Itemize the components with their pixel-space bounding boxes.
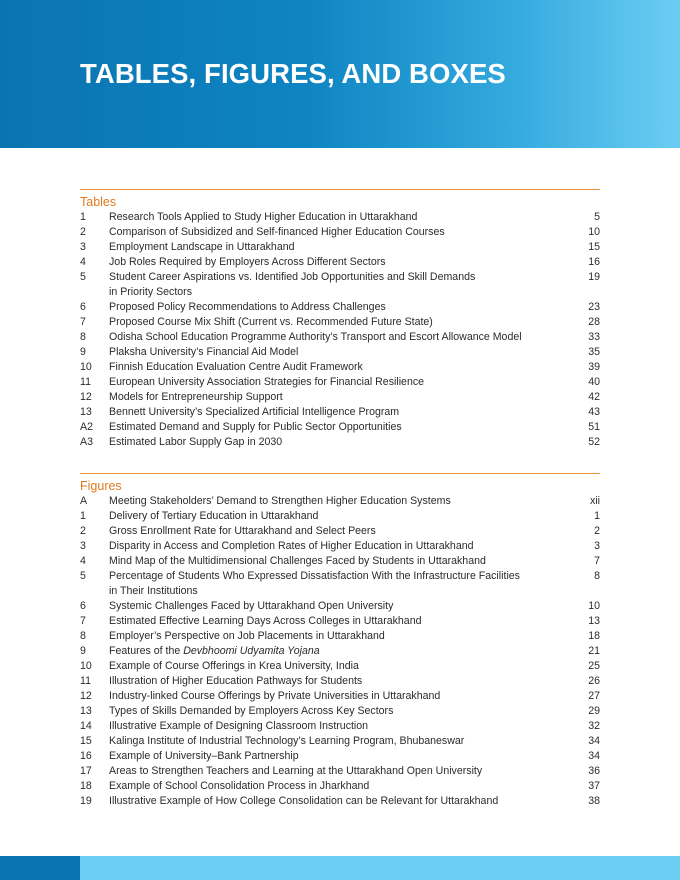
toc-entry[interactable] — [80, 435, 600, 450]
entry-title-continuation: in Priority Sectors — [109, 286, 193, 298]
entry-title — [109, 330, 556, 345]
entry-page-number: 26 — [588, 675, 600, 687]
entry-title-text: Plaksha University’s Financial Aid Model — [109, 346, 299, 358]
entry-page-number: 18 — [588, 630, 600, 642]
entry-number: 1 — [80, 510, 86, 522]
entry-title-text: Example of Course Offerings in Krea University, India — [109, 660, 359, 672]
figures-list — [80, 494, 600, 809]
entry-number: 7 — [80, 615, 86, 627]
entry-title-text: Estimated Effective Learning Days Across Colleges in Uttarakhand — [109, 615, 422, 627]
entry-number: 11 — [80, 675, 91, 687]
entry-title — [109, 704, 556, 719]
entry-title-text: Models for Entrepreneurship Support — [109, 391, 283, 403]
entry-number: 6 — [80, 301, 86, 313]
entry-title — [109, 255, 556, 270]
entry-number: 8 — [80, 630, 86, 642]
entry-title — [109, 494, 556, 509]
entry-title-text: Employer’s Perspective on Job Placements in Uttarakhand — [109, 630, 385, 642]
entry-number: 12 — [80, 391, 92, 403]
entry-title-text: Odisha School Education Programme Authority’s Transport and Escort Allowance Model — [109, 331, 522, 343]
entry-title — [109, 749, 556, 764]
entry-page-number: 13 — [588, 615, 600, 627]
entry-number: A3 — [80, 436, 93, 448]
entry-number: 10 — [80, 361, 92, 373]
entry-page-number: 16 — [588, 256, 600, 268]
entry-title-text: Meeting Stakeholders’ Demand to Strengthen Higher Education Systems — [109, 495, 451, 507]
entry-page-number: 3 — [594, 540, 600, 552]
entry-title-text: Systemic Challenges Faced by Uttarakhand Open University — [109, 600, 394, 612]
entry-title — [109, 360, 556, 375]
entry-number: 3 — [80, 540, 86, 552]
entry-title — [109, 629, 556, 644]
entry-title — [109, 270, 556, 300]
toc-entry[interactable] — [80, 390, 600, 405]
toc-entry[interactable] — [80, 569, 600, 599]
section-divider — [80, 189, 600, 190]
footer-bar-dark — [0, 856, 80, 880]
entry-page-number: 28 — [588, 316, 600, 328]
entry-number: 4 — [80, 256, 86, 268]
entry-number: 3 — [80, 241, 86, 253]
entry-title — [109, 614, 556, 629]
entry-title-text: Features of the — [109, 645, 184, 657]
entry-page-number: 52 — [588, 436, 600, 448]
toc-entry[interactable] — [80, 794, 600, 809]
entry-title — [109, 405, 556, 420]
toc-entry[interactable] — [80, 210, 600, 225]
toc-entry[interactable] — [80, 524, 600, 539]
entry-title-text: Employment Landscape in Uttarakhand — [109, 241, 295, 253]
toc-entry[interactable] — [80, 554, 600, 569]
entry-title — [109, 719, 556, 734]
entry-title-text: Example of University–Bank Partnership — [109, 750, 299, 762]
entry-page-number: 43 — [588, 406, 600, 418]
entry-page-number: 42 — [588, 391, 600, 403]
entry-title — [109, 569, 556, 599]
entry-number: 7 — [80, 316, 86, 328]
entry-title — [109, 345, 556, 360]
entry-number: 13 — [80, 406, 92, 418]
entry-title-text: Illustration of Higher Education Pathways for Students — [109, 675, 363, 687]
section-divider — [80, 473, 600, 474]
toc-entry[interactable] — [80, 420, 600, 435]
entry-page-number: 5 — [594, 211, 600, 223]
entry-title-text: Estimated Labor Supply Gap in 2030 — [109, 436, 283, 448]
entry-page-number: 37 — [588, 780, 600, 792]
entry-number: 6 — [80, 600, 86, 612]
entry-title — [109, 225, 556, 240]
toc-entry[interactable] — [80, 375, 600, 390]
entry-title-text: Proposed Course Mix Shift (Current vs. Recommended Future State) — [109, 316, 433, 328]
toc-entry[interactable] — [80, 300, 600, 315]
entry-number: 18 — [80, 780, 92, 792]
header-banner — [0, 0, 680, 148]
toc-entry[interactable] — [80, 360, 600, 375]
entry-title-text: Areas to Strengthen Teachers and Learning at the Uttarakhand Open University — [109, 765, 483, 777]
entry-page-number: 39 — [588, 361, 600, 373]
tables-heading: Tables — [80, 195, 117, 209]
toc-entry[interactable] — [80, 270, 600, 300]
entry-number: 1 — [80, 211, 86, 223]
entry-number: 9 — [80, 645, 86, 657]
entry-title-text: Estimated Demand and Supply for Public Sector Opportunities — [109, 421, 402, 433]
toc-entry[interactable] — [80, 494, 600, 509]
entry-title-text: Mind Map of the Multidimensional Challenges Faced by Students in Uttarakhand — [109, 555, 486, 567]
entry-page-number: 27 — [588, 690, 600, 702]
entry-number: 15 — [80, 735, 92, 747]
entry-page-number: 15 — [588, 241, 600, 253]
entry-title — [109, 210, 556, 225]
entry-title — [109, 554, 556, 569]
toc-entry[interactable] — [80, 599, 600, 614]
toc-entry[interactable] — [80, 240, 600, 255]
entry-title — [109, 764, 556, 779]
entry-page-number: 1 — [594, 510, 600, 522]
entry-page-number: 21 — [588, 645, 600, 657]
entry-number: 2 — [80, 525, 86, 537]
toc-entry[interactable] — [80, 779, 600, 794]
entry-title-text: Bennett University’s Specialized Artificial Intelligence Program — [109, 406, 400, 418]
entry-page-number: 38 — [588, 795, 600, 807]
entry-page-number: 34 — [588, 735, 600, 747]
toc-entry[interactable] — [80, 659, 600, 674]
entry-title-text: Job Roles Required by Employers Across Different Sectors — [109, 256, 386, 268]
entry-page-number: 40 — [588, 376, 600, 388]
toc-entry[interactable] — [80, 509, 600, 524]
figures-section — [80, 473, 600, 809]
entry-number: 13 — [80, 705, 92, 717]
entry-page-number: 35 — [588, 346, 600, 358]
entry-title — [109, 539, 556, 554]
entry-page-number: 33 — [588, 331, 600, 343]
toc-entry[interactable] — [80, 315, 600, 330]
entry-title — [109, 420, 556, 435]
entry-title-text: Gross Enrollment Rate for Uttarakhand and Select Peers — [109, 525, 376, 537]
entry-number: 11 — [80, 376, 91, 388]
entry-title-text: Illustrative Example of Designing Classroom Instruction — [109, 720, 369, 732]
entry-title — [109, 689, 556, 704]
toc-entry[interactable] — [80, 330, 600, 345]
entry-page-number: 2 — [594, 525, 600, 537]
entry-page-number: 8 — [594, 570, 600, 582]
entry-title — [109, 674, 556, 689]
tables-list — [80, 210, 600, 450]
toc-entry[interactable] — [80, 539, 600, 554]
entry-number: 17 — [80, 765, 92, 777]
entry-number: 5 — [80, 271, 86, 283]
entry-number: 5 — [80, 570, 86, 582]
toc-entry[interactable] — [80, 644, 600, 659]
entry-title — [109, 375, 556, 390]
toc-entry[interactable] — [80, 674, 600, 689]
entry-page-number: 25 — [588, 660, 600, 672]
entry-page-number: 10 — [588, 600, 600, 612]
entry-number: 4 — [80, 555, 86, 567]
entry-title-text: Proposed Policy Recommendations to Address Challenges — [109, 301, 386, 313]
entry-title — [109, 300, 556, 315]
entry-title-text: Kalinga Institute of Industrial Technology’s Learning Program, Bhubaneswar — [109, 735, 465, 747]
entry-number: 9 — [80, 346, 86, 358]
entry-title — [109, 599, 556, 614]
entry-page-number: 36 — [588, 765, 600, 777]
entry-title — [109, 435, 556, 450]
tables-section — [80, 189, 600, 450]
entry-title-text: Industry-linked Course Offerings by Private Universities in Uttarakhand — [109, 690, 441, 702]
entry-title — [109, 659, 556, 674]
entry-title-text: Finnish Education Evaluation Centre Audit Framework — [109, 361, 363, 373]
entry-title — [109, 794, 556, 809]
entry-number: 10 — [80, 660, 92, 672]
toc-entry[interactable] — [80, 255, 600, 270]
entry-title-text: Types of Skills Demanded by Employers Across Key Sectors — [109, 705, 394, 717]
entry-title — [109, 779, 556, 794]
entry-number: 14 — [80, 720, 92, 732]
entry-page-number: 10 — [588, 226, 600, 238]
entry-page-number: 34 — [588, 750, 600, 762]
entry-title-continuation: in Their Institutions — [109, 585, 198, 597]
entry-title-text: Illustrative Example of How College Consolidation can be Relevant for Uttarakhand — [109, 795, 499, 807]
entry-title-text: Student Career Aspirations vs. Identified Job Opportunities and Skill Demands — [109, 271, 476, 283]
entry-title-text: European University Association Strategies for Financial Resilience — [109, 376, 425, 388]
entry-title-text: Percentage of Students Who Expressed Dissatisfaction With the Infrastructure Facilities — [109, 570, 520, 582]
toc-entry[interactable] — [80, 704, 600, 719]
figures-heading: Figures — [80, 479, 122, 493]
toc-entry[interactable] — [80, 405, 600, 420]
footer-bar-light — [80, 856, 680, 880]
toc-entry[interactable] — [80, 689, 600, 704]
entry-number: 16 — [80, 750, 92, 762]
entry-number: 8 — [80, 331, 86, 343]
entry-number: 2 — [80, 226, 86, 238]
toc-entry[interactable] — [80, 719, 600, 734]
toc-entry[interactable] — [80, 629, 600, 644]
entry-title — [109, 644, 556, 659]
entry-title-text: Research Tools Applied to Study Higher Education in Uttarakhand — [109, 211, 418, 223]
toc-entry[interactable] — [80, 764, 600, 779]
entry-page-number: 29 — [588, 705, 600, 717]
entry-title — [109, 390, 556, 405]
entry-number: 19 — [80, 795, 92, 807]
entry-title — [109, 509, 556, 524]
entry-title — [109, 240, 556, 255]
entry-page-number: 51 — [588, 421, 600, 433]
toc-entry[interactable] — [80, 225, 600, 240]
entry-number: A2 — [80, 421, 93, 433]
entry-title-italic: Devbhoomi Udyamita Yojana — [183, 645, 320, 657]
toc-entry[interactable] — [80, 734, 600, 749]
entry-title — [109, 315, 556, 330]
entry-title-text: Disparity in Access and Completion Rates of Higher Education in Uttarakhand — [109, 540, 474, 552]
entry-title — [109, 734, 556, 749]
toc-entry[interactable] — [80, 614, 600, 629]
entry-page-number: 19 — [588, 271, 600, 283]
entry-number: 12 — [80, 690, 92, 702]
entry-title-text: Comparison of Subsidized and Self-financed Higher Education Courses — [109, 226, 445, 238]
page-title: TABLES, FIGURES, AND BOXES — [80, 58, 506, 89]
entry-number: A — [80, 495, 88, 507]
entry-page-number: 7 — [594, 555, 600, 567]
entry-page-number: 23 — [588, 301, 600, 313]
entry-title-text: Delivery of Tertiary Education in Uttarakhand — [109, 510, 319, 522]
entry-title — [109, 524, 556, 539]
toc-entry[interactable] — [80, 345, 600, 360]
entry-title-text: Example of School Consolidation Process in Jharkhand — [109, 780, 370, 792]
entry-page-number: xii — [589, 495, 600, 507]
toc-entry[interactable] — [80, 749, 600, 764]
entry-page-number: 32 — [588, 720, 600, 732]
